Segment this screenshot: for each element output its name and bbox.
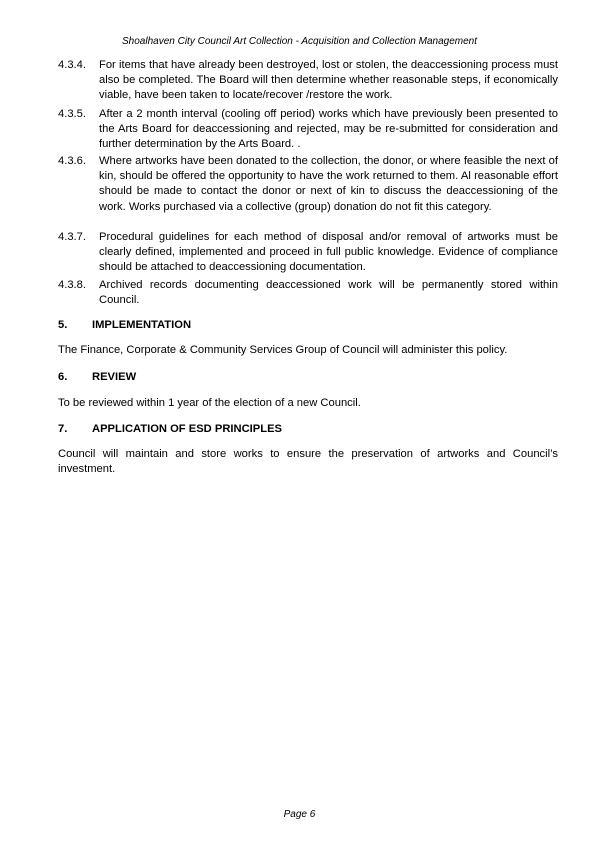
clause-text: Archived records documenting deaccessioned work will be permanently stored within Council. — [99, 279, 558, 307]
section-body-review: To be reviewed within 1 year of the election of a new Council. — [58, 397, 361, 409]
clause-text: For items that have already been destroyed, lost or stolen, the deaccessioning process must also be completed. The Board will then determine whether reasonable steps, if economically viable, have been taken to locate/recover /restore the work. — [99, 59, 558, 102]
clause-4-3-4 — [58, 58, 558, 104]
section-body-esd-principles: Council will maintain and store works to ensure the preservation of artworks and Council’s investment. — [58, 448, 558, 476]
section-title: REVIEW — [92, 371, 137, 383]
clause-text: Where artworks have been donated to the collection, the donor, or where feasible the next of kin, should be offered the opportunity to have the work returned to them. Al reasonable effort should be made to contact the donor or next of kin to discuss the deaccessioning of the work. Works purchased via a collective (group) donation do not fit this category. — [99, 155, 558, 213]
clause-4-3-8 — [58, 278, 558, 308]
clause-4-3-7 — [58, 230, 558, 276]
clause-text: After a 2 month interval (cooling off period) works which have previously been presented to the Arts Board for deaccessioning and rejected, may be re-submitted for consideration and further determination by the Arts Board. . — [99, 108, 558, 151]
clause-number: 4.3.4. — [58, 59, 86, 71]
section-number: 7. — [58, 423, 68, 435]
clause-4-3-6 — [58, 154, 558, 215]
section-title: APPLICATION OF ESD PRINCIPLES — [92, 423, 282, 435]
clause-number: 4.3.8. — [58, 279, 86, 291]
clause-4-3-5 — [58, 107, 558, 153]
clause-text: Procedural guidelines for each method of disposal and/or removal of artworks must be clearly defined, implemented and proceed in full public knowledge. Evidence of compliance should be attached to deaccessioning documentation. — [99, 231, 558, 274]
section-number: 5. — [58, 319, 68, 331]
section-body-implementation: The Finance, Corporate & Community Services Group of Council will administer this policy. — [58, 344, 508, 356]
section-title: IMPLEMENTATION — [92, 319, 192, 331]
section-number: 6. — [58, 371, 68, 383]
clause-number: 4.3.7. — [58, 231, 86, 243]
running-header: Shoalhaven City Council Art Collection - Acquisition and Collection Management — [122, 36, 477, 47]
page-number-footer: Page 6 — [283, 809, 316, 820]
clause-number: 4.3.6. — [58, 155, 86, 167]
clause-number: 4.3.5. — [58, 108, 86, 120]
